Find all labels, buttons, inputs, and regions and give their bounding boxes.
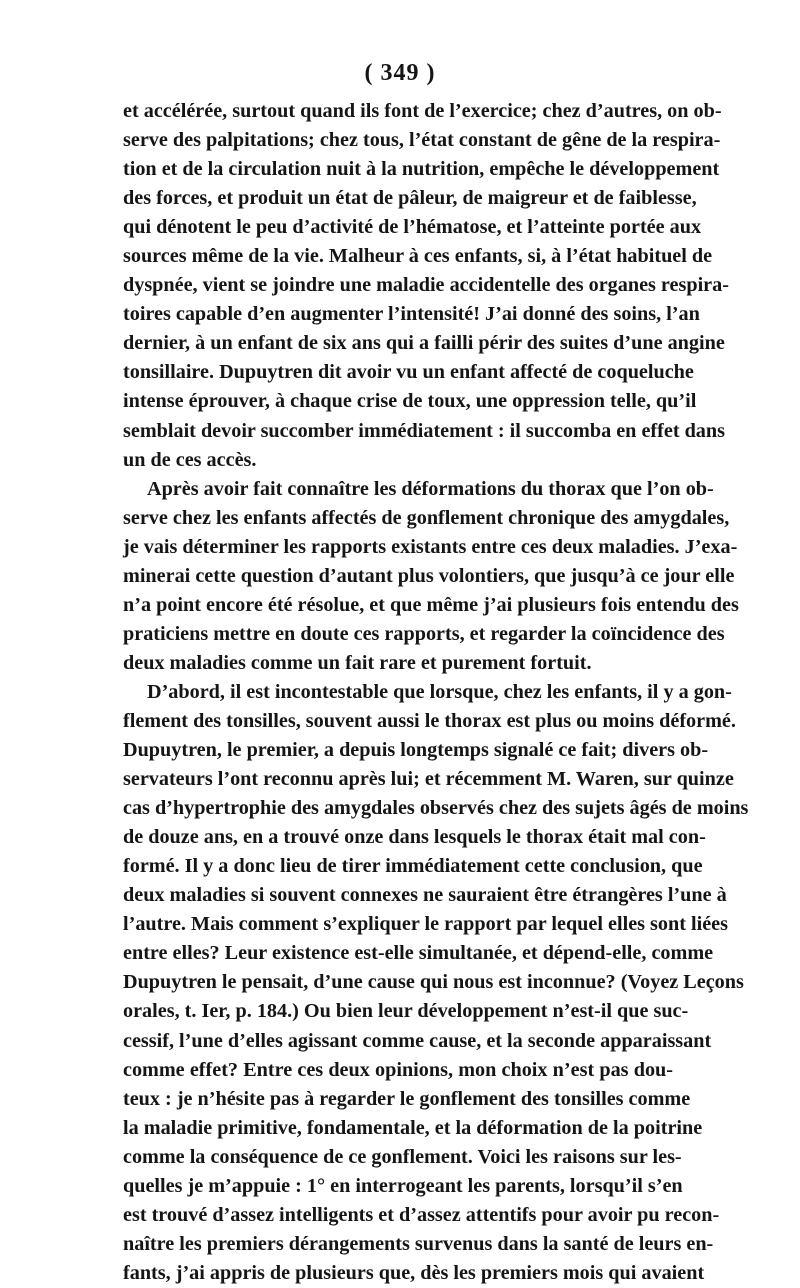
text-line: tonsillaire. Dupuytren dit avoir vu un enfant affecté de coqueluche xyxy=(123,361,694,384)
text-line: serve chez les enfants affectés de gonflement chronique des amygdales, xyxy=(123,506,730,529)
text-line: dernier, à un enfant de six ans qui a failli périr des suites d’une angine xyxy=(123,332,725,355)
text-line: n’a point encore été résolue, et que même j’ai plusieurs fois entendu des xyxy=(123,593,739,616)
paragraph-3 xyxy=(123,678,749,1288)
text-line: serve des palpitations; chez tous, l’état constant de gêne de la respira- xyxy=(123,129,721,152)
text-line: des forces, et produit un état de pâleur, de maigreur et de faiblesse, xyxy=(123,187,697,210)
text-line: cas d’hypertrophie des amygdales observés chez des sujets âgés de moins xyxy=(123,797,749,820)
text-line: formé. Il y a donc lieu de tirer immédiatement cette conclusion, que xyxy=(123,855,703,878)
text-line: je vais déterminer les rapports existants entre ces deux maladies. J’exa- xyxy=(123,535,738,558)
text-line: entre elles? Leur existence est-elle simultanée, et dépend-elle, comme xyxy=(123,942,714,965)
text-line: comme la conséquence de ce gonflement. Voici les raisons sur les- xyxy=(123,1145,682,1168)
text-line: teux : je n’hésite pas à regarder le gonflement des tonsilles comme xyxy=(123,1087,691,1110)
text-line: servateurs l’ont reconnu après lui; et récemment M. Waren, sur quinze xyxy=(123,768,734,791)
text-line: Dupuytren, le premier, a depuis longtemps signalé ce fait; divers ob- xyxy=(123,739,709,762)
text-line: est trouvé d’assez intelligents et d’assez attentifs pour avoir pu recon- xyxy=(123,1203,720,1226)
text-line: orales, t. Ier, p. 184.) Ou bien leur développement n’est-il que suc- xyxy=(123,1000,689,1023)
paragraph-1 xyxy=(123,97,729,475)
text-line: deux maladies si souvent connexes ne sauraient être étrangères l’une à xyxy=(123,884,727,907)
page-number: ( 349 ) xyxy=(364,60,436,86)
text-line: un de ces accès. xyxy=(123,448,257,471)
text-line: de douze ans, en a trouvé onze dans lesquels le thorax était mal con- xyxy=(123,826,706,849)
text-line: D’abord, il est incontestable que lorsque, chez les enfants, il y a gon- xyxy=(147,680,732,703)
text-line: cessif, l’une d’elles agissant comme cause, et la seconde apparaissant xyxy=(123,1029,712,1052)
text-line: intense éprouver, à chaque crise de toux, une oppression telle, qu’il xyxy=(123,390,697,413)
text-line: flement des tonsilles, souvent aussi le thorax est plus ou moins déformé. xyxy=(123,709,736,732)
text-line: deux maladies comme un fait rare et purement fortuit. xyxy=(123,651,592,674)
text-line: l’autre. Mais comment s’expliquer le rapport par lequel elles sont liées xyxy=(123,913,728,936)
paragraph-2 xyxy=(123,475,739,678)
body-text xyxy=(123,97,749,1288)
text-line: naître les premiers dérangements survenus dans la santé de leurs en- xyxy=(123,1232,714,1255)
text-line: dyspnée, vient se joindre une maladie accidentelle des organes respira- xyxy=(123,274,729,297)
text-line: semblait devoir succomber immédiatement : il succomba en effet dans xyxy=(123,419,725,442)
text-line: qui dénotent le peu d’activité de l’hématose, et l’atteinte portée aux xyxy=(123,216,702,239)
text-line: et accélérée, surtout quand ils font de l’exercice; chez d’autres, on ob- xyxy=(123,100,722,122)
text-line: la maladie primitive, fondamentale, et la déformation de la poitrine xyxy=(123,1116,703,1139)
text-line: toires capable d’en augmenter l’intensité! J’ai donné des soins, l’an xyxy=(123,303,700,326)
text-line: quelles je m’appuie : 1° en interrogeant les parents, lorsqu’il s’en xyxy=(123,1174,683,1197)
text-line: Dupuytren le pensait, d’une cause qui nous est inconnue? (Voyez Leçons xyxy=(123,971,744,994)
text-line: minerai cette question d’autant plus volontiers, que jusqu’à ce jour elle xyxy=(123,564,735,587)
text-line: fants, j’ai appris de plusieurs que, dès les premiers mois qui avaient xyxy=(123,1261,705,1284)
text-line: sources même de la vie. Malheur à ces enfants, si, à l’état habituel de xyxy=(123,245,713,268)
text-line: comme effet? Entre ces deux opinions, mon choix n’est pas dou- xyxy=(123,1058,673,1081)
text-line: praticiens mettre en doute ces rapports, et regarder la coïncidence des xyxy=(123,622,725,645)
text-line: Après avoir fait connaître les déformations du thorax que l’on ob- xyxy=(147,477,714,500)
text-line: tion et de la circulation nuit à la nutrition, empêche le développement xyxy=(123,158,720,181)
